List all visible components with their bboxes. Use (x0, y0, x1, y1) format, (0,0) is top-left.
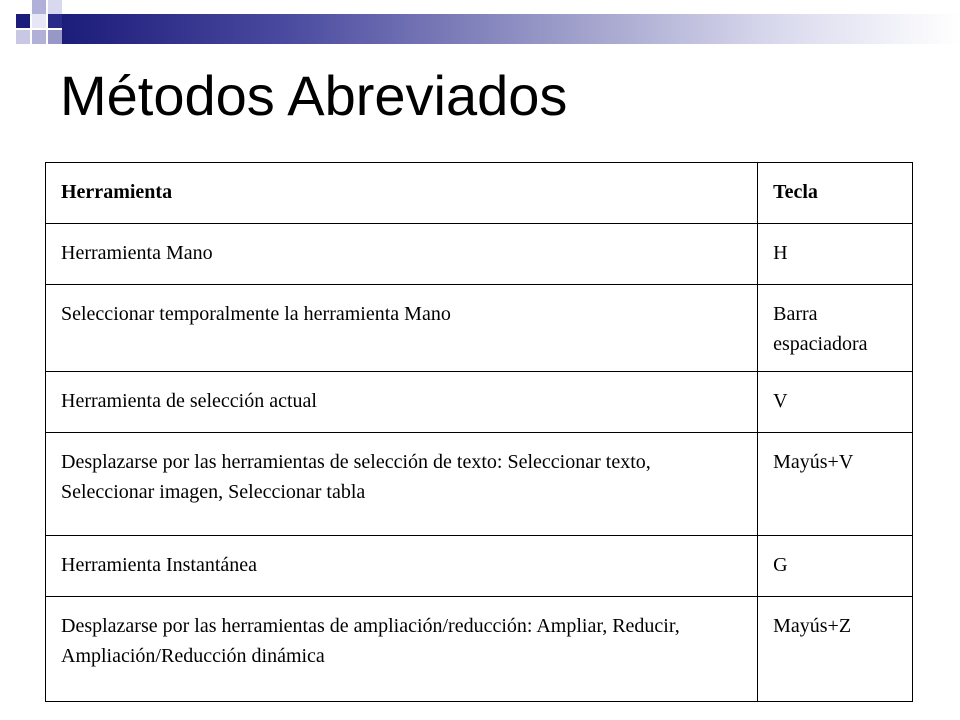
key-cell: Mayús+V (758, 433, 913, 536)
decor-square-light (48, 0, 62, 14)
table-row (46, 536, 913, 597)
column-header-key: Tecla (758, 163, 913, 224)
tool-cell: Herramienta de selección actual (46, 372, 758, 433)
decor-square-light (32, 0, 46, 14)
decor-square-dark (16, 14, 30, 28)
decor-square-light (32, 14, 46, 28)
tool-cell: Seleccionar temporalmente la herramienta Mano (46, 285, 758, 372)
slide-title: Métodos Abreviados (60, 64, 568, 127)
tool-cell: Desplazarse por las herramientas de selección de texto: Seleccionar texto, Seleccionar imagen, Seleccionar tabla (46, 433, 758, 536)
header-decoration (0, 0, 960, 60)
decor-square-dark (48, 14, 62, 28)
tool-cell: Desplazarse por las herramientas de ampliación/reducción: Ampliar, Reducir, Ampliación/Reducción dinámica (46, 597, 758, 702)
key-cell: V (758, 372, 913, 433)
decor-square-light (48, 30, 62, 44)
key-cell: Barra espaciadora (758, 285, 913, 372)
decor-square-light (32, 30, 46, 44)
tool-cell: Herramienta Instantánea (46, 536, 758, 597)
table-row (46, 224, 913, 285)
table-row (46, 372, 913, 433)
shortcuts-table (45, 162, 913, 702)
decor-gradient-band (62, 14, 960, 44)
key-cell: H (758, 224, 913, 285)
table-row (46, 285, 913, 372)
key-cell: G (758, 536, 913, 597)
key-cell: Mayús+Z (758, 597, 913, 702)
decor-square-light (16, 30, 30, 44)
table-row (46, 433, 913, 536)
column-header-tool: Herramienta (46, 163, 758, 224)
table-header-row (46, 163, 913, 224)
tool-cell: Herramienta Mano (46, 224, 758, 285)
table-row (46, 597, 913, 702)
